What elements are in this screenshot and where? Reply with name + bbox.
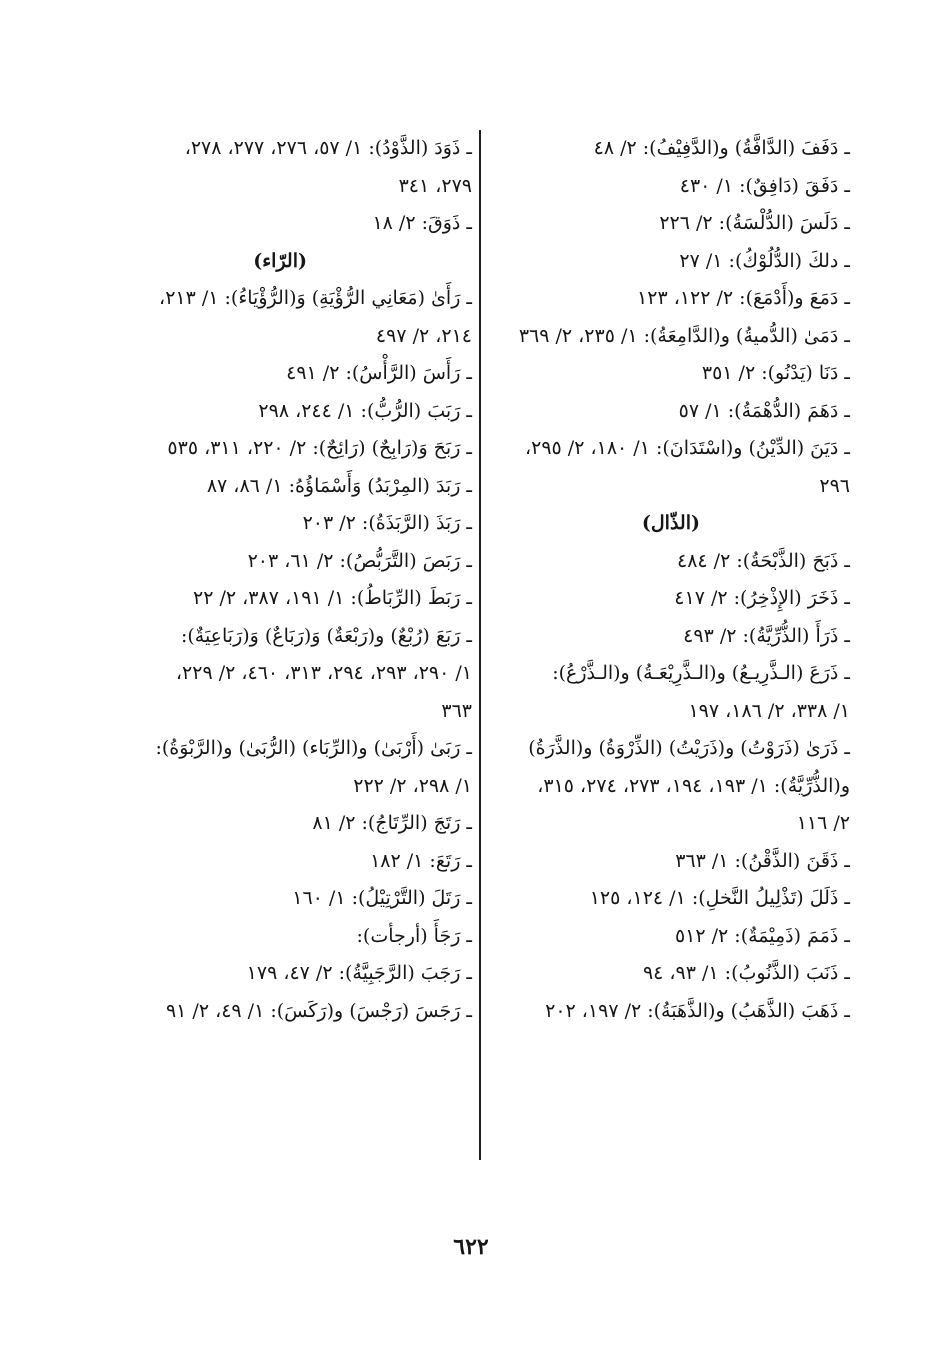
index-entry-line: ١/ ٢٩٨، ٢/ ٢٢٢ (353, 774, 472, 797)
index-entry-line: ـ دَنَا (يَدْنُو): ٢/ ٣٥١ (701, 362, 850, 384)
index-entry-line: ـ رَبَبَ (الرُّبُّ): ١/ ٢٤٤، ٢٩٨ (258, 399, 472, 422)
index-entry-line: ـ رَبَدَ (المِرْبَدُ) وَأَسْمَاؤُهُ: ١/ ٨٦، ٨٧ (206, 474, 472, 497)
index-entry-line: ١/ ٣٣٨، ٢/ ١٨٦، ١٩٧ (688, 699, 850, 722)
index-entry-line: ـ رَأَسَ (الرَّأْسُ): ٢/ ٤٩١ (286, 362, 472, 384)
index-entry-line: ٢٧٩، ٣٤١ (398, 174, 472, 197)
index-entry-line: ـ دلكَ (الدُّلُوْكُ): ١/ ٢٧ (679, 249, 850, 272)
index-entry-line: ـ رَجَبَ (الرَّجَبِيَّةُ): ٢/ ٤٧، ١٧٩ (246, 962, 472, 984)
index-entry-line: ـ دَمَعَ و(أَدْمَعَ): ٢/ ١٢٢، ١٢٣ (637, 287, 850, 309)
index-entry-line: ـ رَبَصَ (التَّرَبُّصُ): ٢/ ٦١، ٢٠٣ (247, 549, 472, 572)
index-entry-line: ـ رَجَسَ (رَجْسَ) و(رَكَسَ): ١/ ٤٩، ٢/ ٩١ (165, 999, 472, 1022)
index-column-right (500, 130, 850, 1030)
index-entry-line: ـ رَأَىٰ (مَعَانِي الرُّؤْيَةِ) وَ(الرُّؤْيَاءُ): ١/ ٢١٣، (159, 287, 472, 309)
index-entry-line: ـ ذَرَأَ (الذُّرِّيَّةُ): ٢/ ٤٩٣ (683, 624, 850, 647)
index-entry-line: ـ رَتَعَ: ١/ ١٨٢ (370, 849, 472, 872)
index-column-left (118, 130, 472, 1030)
index-entry-line: ـ دَفَفَ (الدَّافَّةُ) و(الدَّفِيْفُ): ٢/ ٤٨ (593, 137, 850, 159)
index-entry-line: ـ ذَقَنَ (الذَّقْنُ): ١/ ٣٦٣ (675, 849, 850, 872)
index-entry-line: ـ ذَهَبَ (الذَّهَبُ) و(الذَّهَبَةُ): ٢/ ١٩٧، ٢٠٢ (545, 999, 850, 1022)
index-entry-line: ـ ذَلَلَ (تَذْلِيلُ النَّخلِ): ١/ ١٢٤، ١٢٥ (589, 887, 850, 909)
index-entry-line: و(الذُّرِّيَّةُ): ١/ ١٩٣، ١٩٤، ٢٧٣، ٢٧٤، ٣١٥، (537, 774, 850, 797)
index-entry-line: ـ ذَوَقَ: ٢/ ١٨ (372, 212, 472, 234)
index-entry-line: ـ رَبَطَ (الرِّبَاطُ): ١/ ١٩١، ٣٨٧، ٢/ ٢٢ (193, 587, 472, 609)
index-entry-line: ـ رَبَذَ (الرَّبَذَةُ): ٢/ ٢٠٣ (302, 512, 472, 534)
page-number: ٦٢٢ (453, 1234, 489, 1260)
section-heading: (الرّاء) (253, 249, 307, 272)
index-entry-line: ـ دَلَسَ (الدُّلْسَةُ): ٢/ ٢٢٦ (659, 212, 850, 234)
index-entry-line: ـ ذَخَرَ (الإِذْخِرُ): ٢/ ٤١٧ (674, 587, 850, 609)
column-divider (479, 130, 481, 1160)
index-entry-line: ٣٦٣ (441, 699, 472, 722)
index-entry-line: ـ ذَمَمَ (ذَمِيْمَةٌ): ٢/ ٥١٢ (674, 924, 850, 947)
index-entry-line: ـ دَيَنَ (الدِّيْنُ) و(اسْتَدَانَ): ١/ ١٨٠، ٢/ ٢٩٥، (525, 437, 850, 459)
index-entry-line: ١/ ٢٩٠، ٢٩٣، ٢٩٤، ٣١٣، ٤٦٠، ٢/ ٢٢٩، (175, 662, 472, 684)
index-entry-line: ـ ذَوَدَ (الذَّوْدُ): ١/ ٥٧، ٢٧٦، ٢٧٧، ٢٧٨، (184, 137, 472, 159)
index-entry-line: ـ رَبَعَ (رُبْعٌ) و(رَبْعَةٌ) وَ(رَبَاعٌ) وَ(رَبَاعِيَةٌ): (180, 624, 472, 647)
index-entry-line: ٢١٤، ٢/ ٤٩٧ (375, 324, 472, 347)
index-entry-line: ـ دَفَقَ (دَافِقٌ): ١/ ٤٣٠ (679, 174, 850, 197)
section-heading: (الذّال) (641, 512, 700, 534)
index-entry-line: ـ رَبَحَ وَ(رَابِحٌ) (رَائِحٌ): ٢/ ٢٢٠، ٣١١، ٥٣٥ (167, 437, 472, 459)
index-entry-line: ـ رَتَجَ (الرِّتَاجُ): ٢/ ٨١ (312, 812, 472, 834)
index-entry-line: ـ دَهَمَ (الدُّهْمَةُ): ١/ ٥٧ (678, 399, 850, 422)
index-entry-line: ٢/ ١١٦ (796, 812, 850, 834)
index-entry-line: ٢٩٦ (819, 474, 850, 497)
index-entry-line: ـ ذَرَعَ (الـذَّرِيـعُ) و(الـذَّرِيْعَـةُ) و(الـذَّرْعُ): (552, 662, 850, 684)
index-entry-line: ـ رَجَأَ (أرجأت): (356, 924, 472, 947)
index-entry-line: ـ رَتَلَ (التَّرْتِيْلُ): ١/ ١٦٠ (292, 887, 472, 909)
index-entry-line: ـ رَبَىٰ (أَرْبَىٰ) و(الرِّبَاء) (الرُّبَىٰ) و(الرَّبْوَةُ): (155, 737, 472, 759)
index-entry-line: ـ ذَرَىٰ (ذَرَوْتُ) و(ذَرَيْتُ) (الذِّرْوَةُ) و(الذَّرَةُ) (528, 737, 850, 759)
index-entry-line: ـ ذَبَحَ (الذَّبْحَةُ): ٢/ ٤٨٤ (676, 549, 850, 572)
index-entry-line: ـ ذَنَبَ (الذَّنُوبُ): ١/ ٩٣، ٩٤ (642, 962, 850, 984)
index-entry-line: ـ دَمَىٰ (الدُّميةُ) و(الدَّامِعَةُ): ١/ ٢٣٥، ٢/ ٣٦٩ (518, 324, 850, 347)
